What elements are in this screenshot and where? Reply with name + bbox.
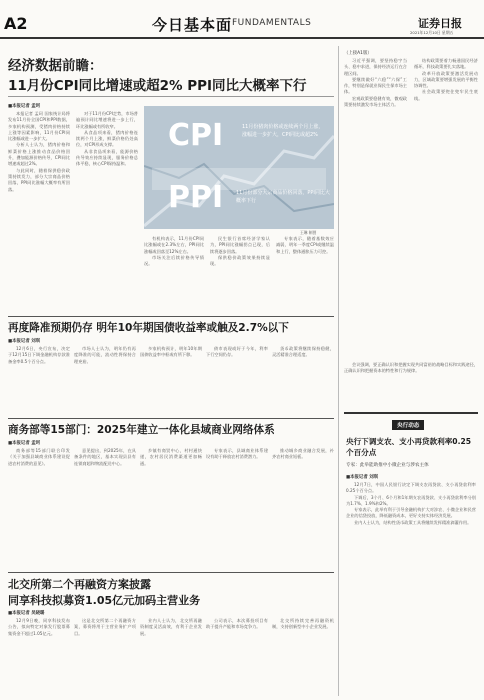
lead-byline: ■本报记者 孟珂	[8, 104, 41, 109]
story3-body-col2: 意见提出，到2025年，在具备条件的地区，基本实现县县有连锁商超和物流配送中心。	[74, 448, 136, 466]
ppi-label: PPI	[168, 180, 224, 215]
story4-byline: ■本报记者 吴晓璐	[8, 611, 45, 616]
sidebar-top-byline: （上接A1版）	[344, 51, 372, 56]
lead-body-col5: 专家表示，随着基数效应减弱，明年一季度CPI或继续温和上行，整体通胀压力可控。	[276, 236, 334, 254]
date-line: 2021年12月10日 星期五	[410, 30, 454, 35]
lead-headline: 11月份CPI同比增速或超2% PPI同比大概率下行	[8, 78, 307, 94]
box-byline: ■本报记者 刘琪	[346, 475, 379, 480]
lead-headline-rule	[8, 96, 334, 97]
box-body: 12月7日，中国人民银行决定下调支农再贷款、支小再贷款利率0.25个百分点。 下调后，3个月、6个月和1年期支农再贷款、支小再贷款利率分别为1.7%、1.9%和2%。 专家表示，此举有利于引导金融机构扩大对涉农、小微企业和民营企业的信贷投放，降低融资成本，更好支持实体经济发展。 业内人士认为，结构性货币政策工具将继续发挥精准滴灌作用。	[346, 482, 476, 525]
lead-body-col3: 有机构表示，11月份CPI同比涨幅或在2.3%左右，PPI同比涨幅或回落至12%左右。 市场关注后续价格传导情况。	[144, 236, 204, 267]
paper-name: 证券日报	[418, 17, 462, 30]
lead-graphic	[144, 106, 334, 229]
sidebar-body-col3: 会议强调，要正确认识和把握实现共同富裕的战略目标和实践途径，正确认识和把握资本的特性和行为规律。	[344, 362, 478, 374]
story2-byline: ■本报记者 刘琪	[8, 339, 41, 344]
lead-story	[8, 54, 334, 312]
lead-body-col1: 本报记者 孟珂 国家统计局将发布11月份全国CPI和PPI数据，多家机构预测，受猪肉价格持续上涨等因素影响，11月份CPI同比涨幅或进一步扩大。 分析人士认为，猪肉价格和鲜菜价格上涨推动食品价格回升，叠加能源价格传导，CPI同比增速或超过2%。 与此同时，随着保供稳价政策持续发力，部分大宗商品价格回落，PPI同比涨幅大概率有所回落。	[8, 111, 70, 192]
story3-body-col5: 推动城乡商业融合发展，补齐农村商业短板。	[272, 448, 334, 460]
story3-headline: 商务部等15部门：2025年建立一体化县域商业网络体系	[8, 424, 275, 436]
story-4	[8, 576, 334, 696]
story4-body-col5: 北交所持续完善再融资机制，支持创新型中小企业发展。	[272, 618, 334, 630]
sidebar-divider	[338, 46, 339, 696]
masthead	[0, 0, 484, 40]
page-number: A2	[4, 14, 28, 33]
story4-headline-line2: 同享科技拟募资1.05亿元加码主营业务	[8, 594, 201, 607]
story4-headline-line1: 北交所第二个再融资方案披露	[8, 578, 151, 591]
story2-body-col5: 货币政策将继续保持稳健，灵活精准合理适度。	[272, 346, 334, 358]
story2-body-col2: 市场人士认为，明年仍有再度降准的可能，流动性将保持合理充裕。	[74, 346, 136, 364]
section-title-en: FUNDAMENTALS	[232, 18, 312, 28]
central-bank-box	[344, 412, 478, 698]
story3-body-col1: 商务部等15部门联合印发《关于加强县域商业体系建设促进农村消费的意见》。	[8, 448, 70, 466]
story3-body-col3: 乡镇有商贸中心，村村通快递，农村居民消费渠道更加畅通。	[140, 448, 202, 466]
story4-body-col3: 业内人士认为，北交所再融资制度灵活高效，有利于企业发展。	[140, 618, 202, 636]
section-divider-3	[8, 572, 334, 573]
lead-body-col2: 对于11月份CPI走势，市场普遍预计同比增速将进一步上行，环比涨幅或有所收窄。 从食品项来看，猪肉价格连续两个月上涨，鲜菜价格仍处高位，对CPI形成支撑。 从非食品项来看，能源价格传导效应持续显现，服务价格总体平稳，核心CPI保持温和。	[76, 111, 138, 167]
box-label: 央行动态	[392, 420, 424, 430]
box-subtitle: 专家：此举能助推中小微企业与涉农主体	[346, 463, 429, 468]
story3-byline: ■本报记者 孟珂	[8, 441, 41, 446]
story2-body-col1: 12月6日，央行宣布，决定于12月15日下调金融机构存款准备金率0.5个百分点。	[8, 346, 70, 364]
story2-body-col3: 多家机构预计，明年10年期国债收益率中枢或有所下移。	[140, 346, 202, 358]
sidebar	[344, 50, 478, 696]
story4-body-col4: 公司表示，本次募投项目有助于提升产能和市场竞争力。	[206, 618, 268, 630]
story2-headline: 再度降准预期仍存 明年10年期国债收益率或触及2.7%以下	[8, 322, 289, 334]
story-3	[8, 422, 334, 570]
story4-body-col2: 这是北交所第二个再融资方案，募资将用于主营业务扩产项目。	[74, 618, 136, 636]
sidebar-body-col2: 结构政策要着力畅通国民经济循环，科技政策要扎实落地。 改革开放政策要激活发展动力，区域政策要增强发展的平衡性协调性。 社会政策要兜住兜牢民生底线。	[414, 58, 478, 101]
lead-kicker: 经济数据前瞻：	[8, 58, 103, 74]
lead-body-col4: 民生银行首席经济学家认为，PPI同比涨幅拐点已现，后续将逐步回落。 保供稳价政策效果持续显现。	[210, 236, 270, 267]
masthead-rule	[0, 37, 484, 39]
sidebar-body-col1: 习近平强调，要坚持稳字当头、稳中求进，保持经济运行在合理区间。 要继续做好“六稳”“六保”工作，特别是保就业保民生保市场主体。 宏观政策要稳健有效，微观政策要持续激发市场主体活力。	[344, 58, 407, 108]
cpi-label: CPI	[168, 118, 224, 153]
story2-body-col4: 债市表现或好于今年，利率下行空间仍存。	[206, 346, 268, 358]
story-2	[8, 320, 334, 416]
section-divider-2	[8, 418, 334, 419]
story3-body-col4: 专家表示，县域商业体系建设有助于释放农村消费潜力。	[206, 448, 268, 460]
box-headline: 央行下调支农、支小再贷款利率0.25个百分点	[346, 437, 472, 457]
graphic-credit: 王琳 制图	[300, 230, 317, 235]
ppi-caption: 11月份部分大宗商品价格回落，PPI同比大概率下行	[236, 190, 330, 204]
cpi-caption: 11月份猪肉价格或连续两个月上涨，涨幅进一步扩大，CPI同比或超2%	[242, 124, 324, 138]
section-title: 今日基本面	[152, 16, 233, 34]
section-divider-1	[8, 316, 334, 317]
story4-body-col1: 12月9日晚，同享科技发布公告，拟向特定对象发行股票募集资金不超过1.05亿元。	[8, 618, 70, 636]
